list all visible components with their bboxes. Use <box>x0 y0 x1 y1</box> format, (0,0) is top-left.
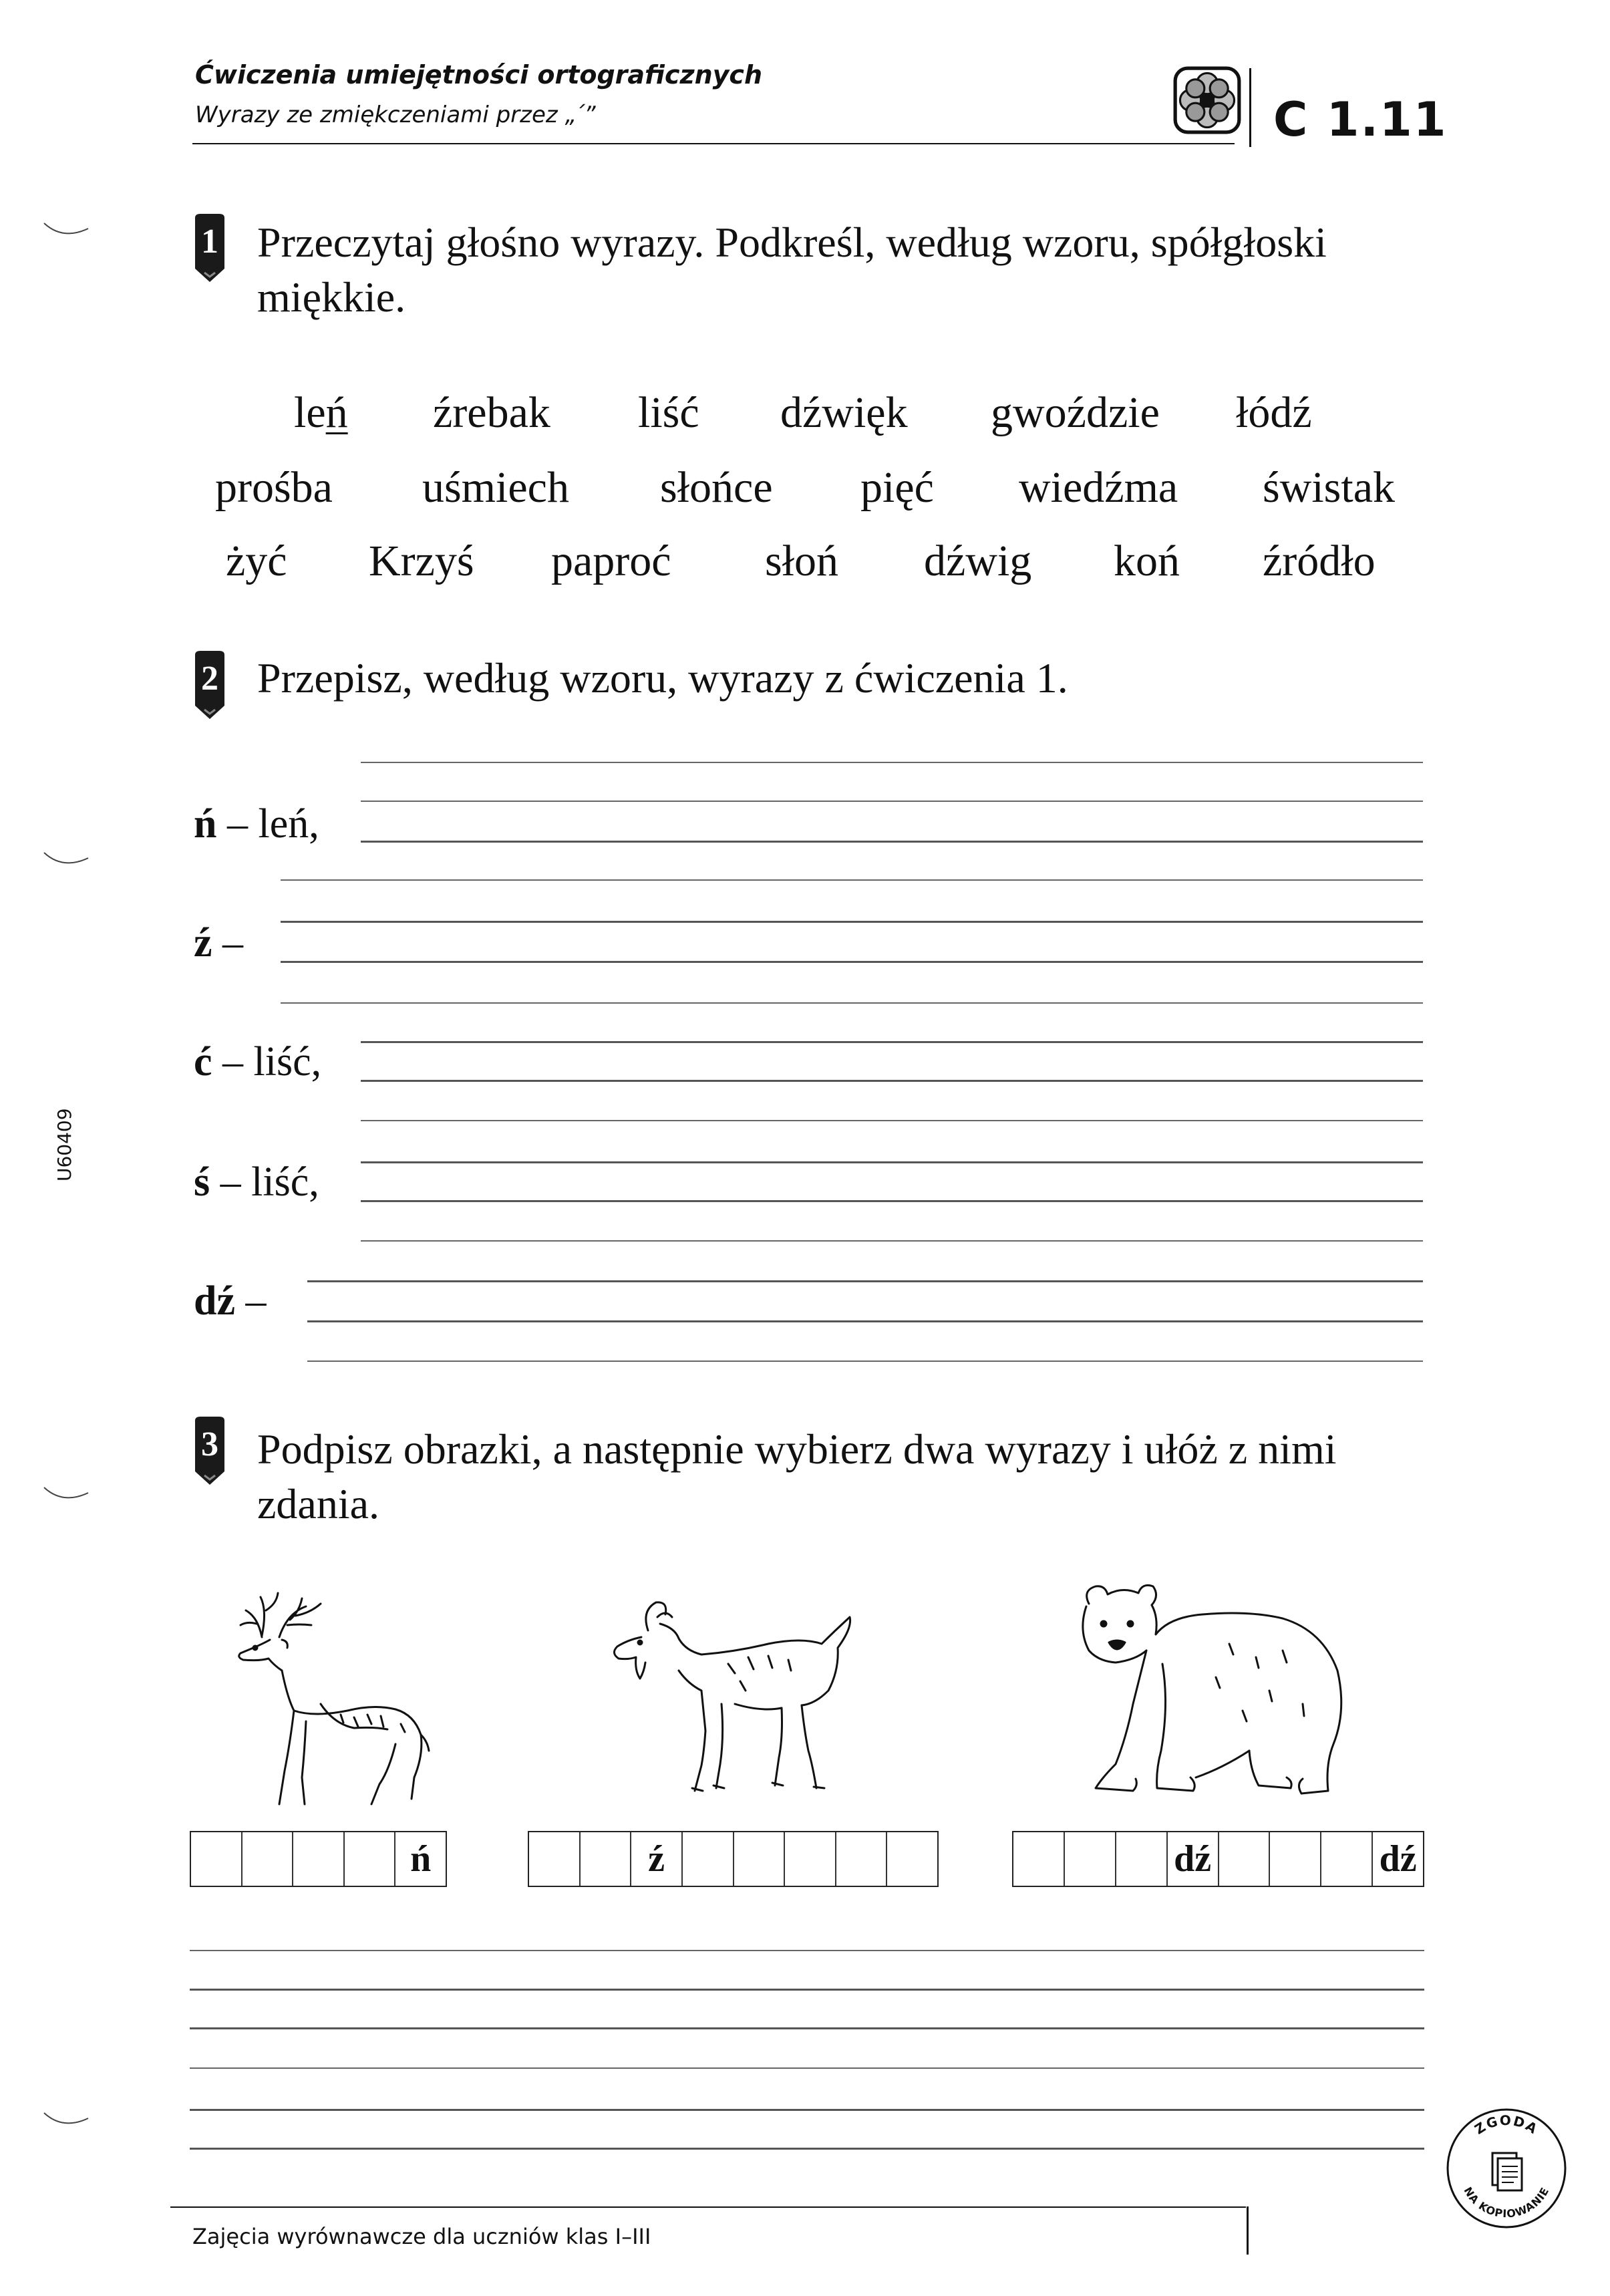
letter-box[interactable] <box>529 1832 581 1886</box>
writing-line[interactable] <box>307 1320 1423 1322</box>
word: gwoździe <box>991 388 1160 437</box>
goat-illustration <box>601 1590 862 1804</box>
letter-box[interactable] <box>836 1832 888 1886</box>
word: Krzyś <box>369 537 474 585</box>
writing-line <box>281 921 1423 923</box>
word: liść <box>638 388 699 437</box>
header-rule <box>192 143 1235 144</box>
word: żyć <box>226 537 287 585</box>
word: łódź <box>1236 388 1312 437</box>
row-text: – <box>212 920 244 966</box>
exercise-badge <box>192 650 227 722</box>
word: źródło <box>1263 537 1376 585</box>
footer-rule <box>170 2206 1246 2208</box>
word: dźwig <box>924 537 1032 585</box>
writing-line <box>361 1161 1423 1163</box>
letter-box[interactable] <box>345 1832 396 1886</box>
letter-box[interactable]: dź <box>1379 1838 1417 1880</box>
footer-text: Zajęcia wyrównawcze dla uczniów klas I–III <box>192 2224 651 2249</box>
example-word <box>294 388 348 438</box>
letter-box[interactable] <box>1219 1832 1271 1886</box>
worksheet-code: C 1.11 <box>1273 92 1448 147</box>
row-label-n <box>194 801 319 848</box>
letter-boxes-deer[interactable] <box>190 1831 447 1887</box>
row-letter: ć <box>194 1039 212 1085</box>
row-text: – <box>235 1278 267 1324</box>
writing-line <box>190 2148 1424 2150</box>
exercise-number: 2 <box>201 660 218 698</box>
letter-box[interactable]: ń <box>410 1838 432 1880</box>
header-subtitle: Wyrazy ze zmiękczeniami przez „ ́” <box>195 102 596 128</box>
letter-box[interactable] <box>581 1832 632 1886</box>
copy-permission-stamp-icon <box>1443 2105 1570 2232</box>
letter-box[interactable] <box>1116 1832 1168 1886</box>
footer-divider <box>1247 2206 1249 2255</box>
row-text: – liść, <box>210 1159 319 1205</box>
word: dźwięk <box>780 388 908 437</box>
exercise-number: 1 <box>201 223 218 261</box>
word: źrebak <box>433 388 550 437</box>
letter-box[interactable] <box>785 1832 836 1886</box>
exercise1-instruction: Przeczytaj głośno wyrazy. Podkreśl, według wzoru, spółgłoski miękkie. <box>257 219 1327 321</box>
writing-line[interactable] <box>190 2109 1424 2111</box>
letter-box[interactable]: dź <box>1168 1832 1219 1886</box>
writing-line[interactable] <box>361 841 1423 843</box>
row-text: – leń, <box>216 801 319 847</box>
stamp-top-text: ZGODA <box>1471 2112 1541 2138</box>
row-letter: ń <box>194 801 217 847</box>
writing-line <box>281 1002 1423 1004</box>
writing-line <box>307 1360 1423 1362</box>
header-title: Ćwiczenia umiejętności ortograficznych <box>195 60 763 90</box>
row-letter: ś <box>194 1159 210 1205</box>
letter-box[interactable] <box>293 1832 345 1886</box>
example-underlined-letter: ń <box>325 388 348 437</box>
letter-box[interactable] <box>1065 1832 1116 1886</box>
exercise2-instruction: Przepisz, według wzoru, wyrazy z ćwiczenia 1. <box>257 654 1068 702</box>
letter-box[interactable] <box>1321 1832 1373 1886</box>
writing-line <box>361 1120 1423 1121</box>
letter-box[interactable] <box>683 1832 734 1886</box>
writing-line <box>190 1950 1424 1951</box>
margin-mark <box>43 1485 90 1505</box>
writing-line <box>307 1280 1423 1282</box>
row-label-s <box>194 1159 319 1206</box>
letter-box[interactable]: ź <box>631 1832 683 1886</box>
margin-mark <box>43 2110 90 2130</box>
writing-line[interactable] <box>281 961 1423 963</box>
word: koń <box>1114 537 1180 585</box>
exercise-badge <box>192 1415 227 1487</box>
writing-line <box>190 2067 1424 2069</box>
letter-boxes-goat[interactable] <box>528 1831 939 1887</box>
writing-line[interactable] <box>361 1200 1423 1202</box>
writing-line[interactable] <box>190 1989 1424 1991</box>
letter-box[interactable] <box>243 1832 294 1886</box>
word: pięć <box>860 463 934 512</box>
writing-line <box>361 801 1423 802</box>
writing-line <box>281 879 1423 881</box>
row-label-dz <box>194 1278 267 1325</box>
writing-line[interactable] <box>361 1080 1423 1082</box>
stamp-bottom-text: NA KOPIOWANIE <box>1461 2184 1552 2220</box>
writing-line <box>361 1041 1423 1043</box>
flower-icon <box>1172 65 1242 135</box>
word: świstak <box>1263 463 1395 512</box>
word: prośba <box>215 463 333 512</box>
letter-box[interactable] <box>887 1832 937 1886</box>
margin-mark <box>43 850 90 870</box>
writing-line <box>361 1240 1423 1242</box>
letter-box[interactable] <box>1270 1832 1321 1886</box>
word: paproć <box>551 537 671 585</box>
row-letter: ź <box>194 920 212 966</box>
deer-illustration <box>220 1584 461 1811</box>
bear-illustration <box>1069 1570 1363 1804</box>
word: słońce <box>660 463 773 512</box>
letter-box[interactable] <box>191 1832 243 1886</box>
row-text: – liść, <box>212 1039 322 1085</box>
letter-boxes-bear[interactable] <box>1012 1831 1424 1887</box>
example-prefix: le <box>294 388 326 437</box>
letter-box[interactable] <box>1013 1832 1065 1886</box>
exercise3-instruction: Podpisz obrazki, a następnie wybierz dwa wyrazy i ułóż z nimi zdania. <box>257 1425 1337 1528</box>
margin-mark <box>43 221 90 241</box>
writing-line <box>190 2027 1424 2029</box>
row-label-c <box>194 1038 321 1086</box>
word: wiedźma <box>1019 463 1178 512</box>
exercise-number: 3 <box>201 1425 218 1463</box>
word: uśmiech <box>422 463 569 512</box>
side-code: U60409 <box>53 1108 75 1181</box>
header-divider <box>1249 68 1251 147</box>
letter-box[interactable] <box>734 1832 786 1886</box>
writing-line <box>361 762 1423 763</box>
row-label-z <box>194 919 243 967</box>
row-letter: dź <box>194 1278 235 1324</box>
exercise-badge <box>192 212 227 285</box>
word: słoń <box>765 537 839 585</box>
